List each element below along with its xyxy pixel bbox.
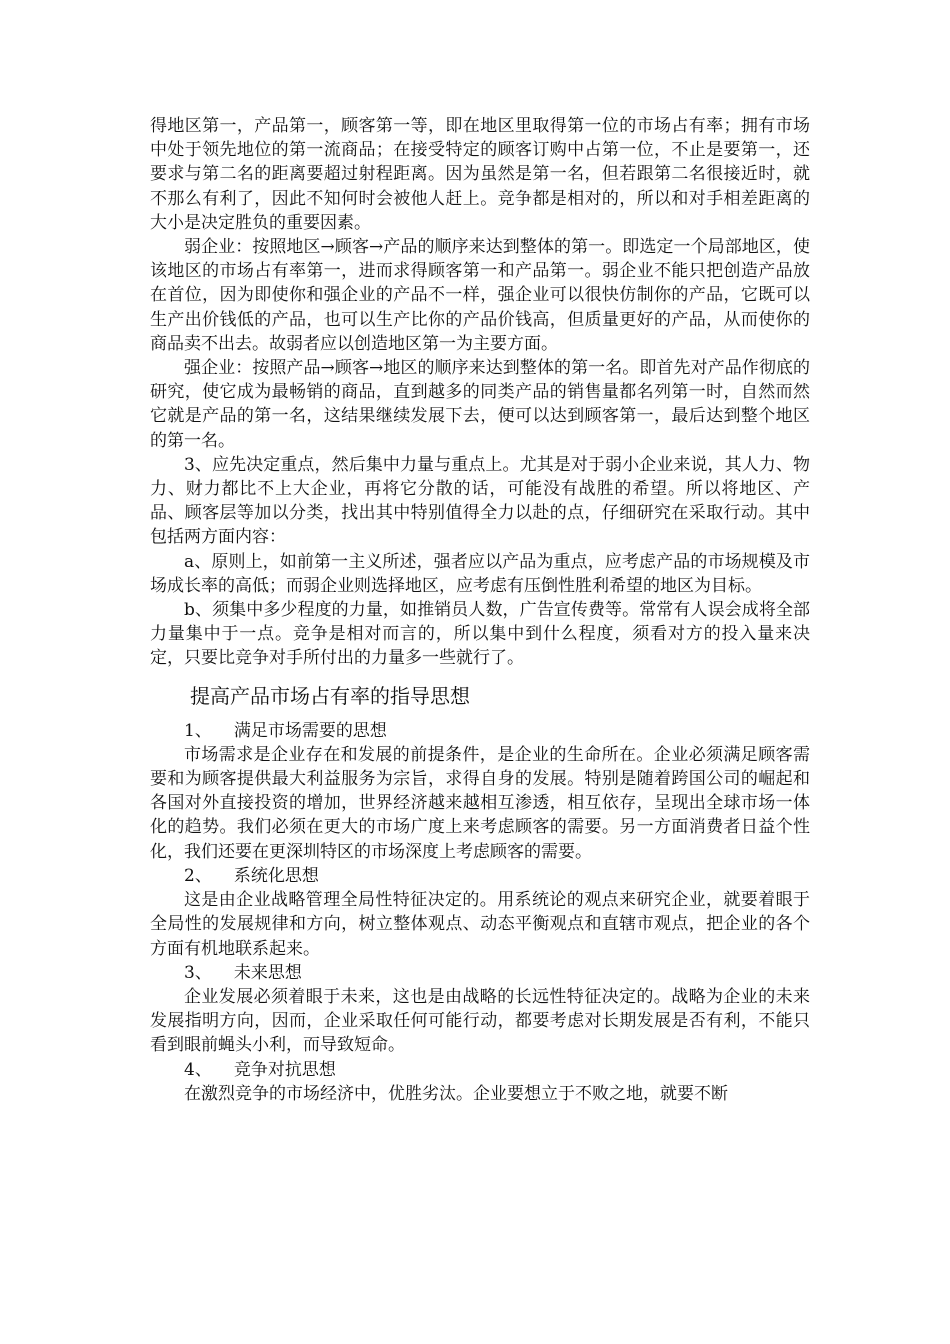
section-heading: 提高产品市场占有率的指导思想	[190, 683, 470, 708]
paragraph-focus-point: 3、应先决定重点，然后集中力量与重点上。尤其是对于弱小企业来说，其人力、物力、财力都比不上大企业，再将它分散的话，可能没有战胜的希望。所以将地区、产品、顾客层等加以分类，找出其中特别值得全力以赴的点，仔细研究在采取行动。其中包括两方面内容：	[150, 454, 810, 548]
paragraph-item-a	[150, 550, 810, 598]
item-b-text: 须集中多少程度的力量，如推销员人数，广告宣传费等。常常有人误会成将全部力量集中于一点。竞争是相对而言的，所以集中到什么程度，须看对方的投入量来决定，只要比竞争对手所付出的力量多一些就行了。	[150, 600, 810, 669]
numbered-title-1: 1、 满足市场需要的思想	[184, 720, 387, 741]
numbered-title-2: 2、 系统化思想	[184, 865, 319, 886]
paragraph-strong-enterprise: 强企业：按照产品→顾客→地区的顺序来达到整体的第一名。即首先对产品作彻底的研究，使它成为最畅销的商品，直到越多的同类产品的销售量都名列第一时，自然而然它就是产品的第一名，这结果继续发展下去，便可以达到顾客第一，最后达到整个地区的第一名。	[150, 358, 810, 451]
paragraph-first-principle: 得地区第一，产品第一，顾客第一等，即在地区里取得第一位的市场占有率；拥有市场中处于领先地位的第一流商品；在接受特定的顾客订购中占第一位，不止是要第一，还要求与第二名的距离要超过射程距离。因为虽然是第一名，但若跟第二名很接近时，就不那么有利了，因此不知何时会被他人赶上。竞争都是相对的，所以和对手相差距离的大小是决定胜负的重要因素。	[150, 116, 810, 233]
paragraph-weak-enterprise: 弱企业：按照地区→顾客→产品的顺序来达到整体的第一。即选定一个局部地区，使该地区的市场占有率第一，进而求得顾客第一和产品第一。弱企业不能只把创造产品放在首位，因为即使你和强企业的产品不一样，强企业可以很快仿制你的产品，它既可以生产出价钱低的产品，也可以生产比你的产品价钱高，但质量更好的产品，从而使你的商品卖不出去。故弱者应以创造地区第一为主要方面。	[150, 237, 810, 354]
numbered-title-3: 3、 未来思想	[184, 962, 302, 983]
numbered-title-4: 4、 竞争对抗思想	[184, 1059, 336, 1080]
item-a-marker: a、	[184, 551, 212, 572]
document-page	[150, 114, 810, 1106]
numbered-body-3: 企业发展必须着眼于未来，这也是由战略的长远性特征决定的。战略为企业的未来发展指明方向，因而，企业采取任何可能行动，都要考虑对长期发展是否有利，不能只看到眼前蝇头小利，而导致短命。	[150, 986, 810, 1056]
item-b-marker: b、	[184, 600, 213, 621]
item-a-text: 原则上，如前第一主义所述，强者应以产品为重点，应考虑产品的市场规模及市场成长率的高低；而弱企业则选择地区，应考虑有压倒性胜利希望的地区为目标。	[150, 551, 811, 596]
numbered-body-2: 这是由企业战略管理全局性特征决定的。用系统论的观点来研究企业，就要着眼于全局性的发展规律和方向，树立整体观点、动态平衡观点和直辖市观点，把企业的各个方面有机地联系起来。	[150, 890, 810, 959]
numbered-body-4: 在激烈竞争的市场经济中，优胜劣汰。企业要想立于不败之地，就要不断	[184, 1083, 728, 1104]
numbered-body-1: 市场需求是企业存在和发展的前提条件，是企业的生命所在。企业必须满足顾客需要和为顾客提供最大利益服务为宗旨，求得自身的发展。特别是随着跨国公司的崛起和各国对外直接投资的增加，世界经济越来越相互渗透，相互依存，呈现出全球市场一体化的趋势。我们必须在更大的市场广度上来考虑顾客的需要。另一方面消费者日益个性化，我们还要在更深圳特区的市场深度上考虑顾客的需要。	[150, 744, 810, 862]
paragraph-item-b	[150, 598, 810, 671]
